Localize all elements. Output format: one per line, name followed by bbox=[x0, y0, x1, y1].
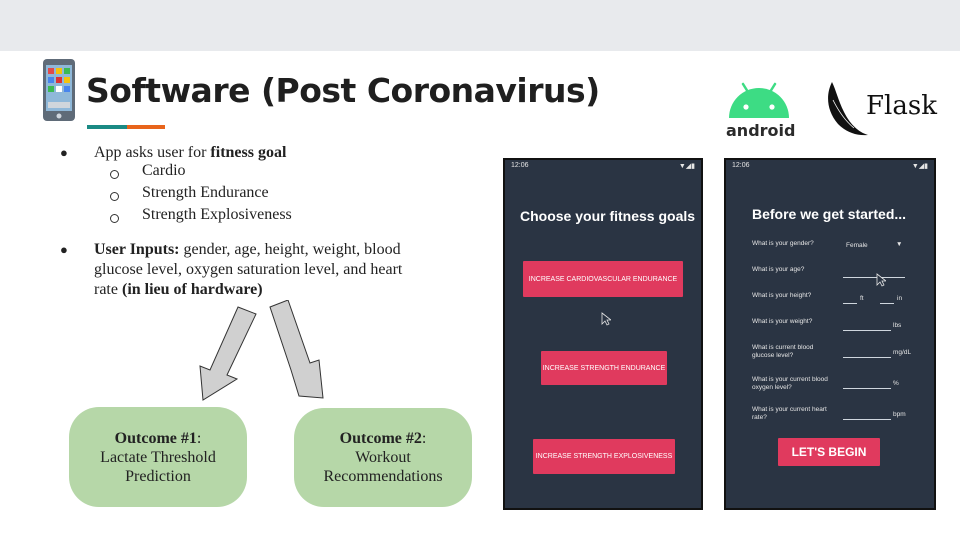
android-wordmark: android bbox=[726, 121, 796, 140]
bullet-bold: User Inputs: bbox=[94, 241, 180, 258]
oxygen-input[interactable] bbox=[843, 388, 891, 389]
dropdown-arrow-icon[interactable]: ▼ bbox=[896, 241, 903, 248]
smartphone-icon bbox=[42, 58, 76, 127]
height-inches-input[interactable] bbox=[880, 303, 894, 304]
top-banner bbox=[0, 0, 960, 51]
bullet-text: gender, age, height, weight, blood bbox=[179, 241, 401, 258]
question-gender: What is your gender? bbox=[752, 240, 814, 247]
bullet-dot: ● bbox=[60, 145, 68, 160]
circle-bullet bbox=[110, 214, 119, 223]
outcome-heading: Outcome #2: bbox=[339, 430, 427, 447]
subitem-strength-endurance: Strength Endurance bbox=[142, 184, 269, 201]
arrow-right bbox=[270, 300, 323, 398]
phone-screen-get-started bbox=[724, 158, 936, 510]
subitem-strength-explosiveness: Strength Explosiveness bbox=[142, 206, 292, 223]
unit-lbs: lbs bbox=[893, 322, 902, 329]
gender-select[interactable]: Female bbox=[846, 242, 868, 249]
heart-rate-input[interactable] bbox=[843, 419, 891, 420]
bullet-text: App asks user for bbox=[94, 144, 211, 161]
outcome-line: Workout bbox=[355, 449, 411, 466]
height-feet-input[interactable] bbox=[843, 303, 857, 304]
bullet-bold: (in lieu of hardware) bbox=[121, 281, 263, 298]
question-oxygen: What is your current blood oxygen level? bbox=[752, 376, 828, 391]
outcome-line: Prediction bbox=[125, 467, 191, 485]
unit-glucose: mg/dL bbox=[893, 349, 912, 356]
flask-horn-icon bbox=[824, 80, 870, 138]
title-accent-orange bbox=[127, 125, 165, 129]
unit-in: in bbox=[897, 295, 903, 302]
status-icons: ▼◢▮ bbox=[911, 163, 928, 170]
android-logo-icon bbox=[726, 80, 792, 120]
unit-ft: ft bbox=[860, 295, 864, 302]
strength-endurance-button[interactable]: INCREASE STRENGTH ENDURANCE bbox=[541, 351, 667, 385]
screen-title: Choose your fitness goals bbox=[520, 208, 696, 224]
outcome-box-2 bbox=[294, 408, 472, 507]
phone-screen-fitness-goals bbox=[503, 158, 703, 510]
outcome-box-1 bbox=[69, 407, 247, 507]
screen-title: Before we get started... bbox=[752, 206, 907, 222]
title-accent-teal bbox=[87, 125, 127, 129]
mouse-cursor-icon bbox=[876, 273, 886, 287]
arrow-left bbox=[200, 307, 256, 400]
status-time: 12:06 bbox=[511, 162, 529, 169]
slide-title: Software (Post Coronavirus) bbox=[86, 71, 600, 110]
outcome-line: Lactate Threshold bbox=[100, 448, 216, 466]
status-time: 12:06 bbox=[732, 162, 750, 169]
bullet-fitness-goal bbox=[94, 143, 286, 163]
glucose-input[interactable] bbox=[843, 357, 891, 358]
circle-bullet bbox=[110, 170, 119, 179]
bullet-user-inputs bbox=[94, 240, 401, 260]
lets-begin-button[interactable]: LET'S BEGIN bbox=[778, 438, 880, 466]
flask-wordmark: Flask bbox=[866, 91, 937, 121]
question-glucose: What is current blood glucose level? bbox=[752, 344, 814, 359]
unit-bpm: bpm bbox=[893, 411, 906, 418]
mouse-cursor-icon bbox=[601, 312, 611, 326]
outcome-line: Recommendations bbox=[323, 468, 443, 485]
subitem-cardio: Cardio bbox=[142, 162, 186, 179]
question-age: What is your age? bbox=[752, 266, 805, 273]
strength-explosiveness-button[interactable]: INCREASE STRENGTH EXPLOSIVENESS bbox=[533, 439, 675, 474]
split-arrows bbox=[190, 300, 340, 410]
unit-oxygen: % bbox=[893, 380, 899, 387]
bullet-user-inputs-end bbox=[94, 280, 263, 300]
bullet-text: glucose level, oxygen saturation level, and heart bbox=[94, 261, 403, 278]
question-heart-rate: What is your current heart rate? bbox=[752, 406, 827, 421]
outcome-heading: Outcome #1: bbox=[114, 429, 202, 447]
weight-input[interactable] bbox=[843, 330, 891, 331]
bullet-text: rate bbox=[94, 281, 122, 298]
bullet-bold: fitness goal bbox=[210, 144, 287, 161]
cardio-endurance-button[interactable]: INCREASE CARDIOVASCULAR ENDURANCE bbox=[523, 261, 683, 297]
circle-bullet bbox=[110, 192, 119, 201]
question-height: What is your height? bbox=[752, 292, 812, 299]
question-weight: What is your weight? bbox=[752, 318, 813, 325]
age-input[interactable] bbox=[843, 277, 905, 278]
status-icons: ▼◢▮ bbox=[678, 163, 695, 170]
bullet-dot: ● bbox=[60, 242, 68, 257]
